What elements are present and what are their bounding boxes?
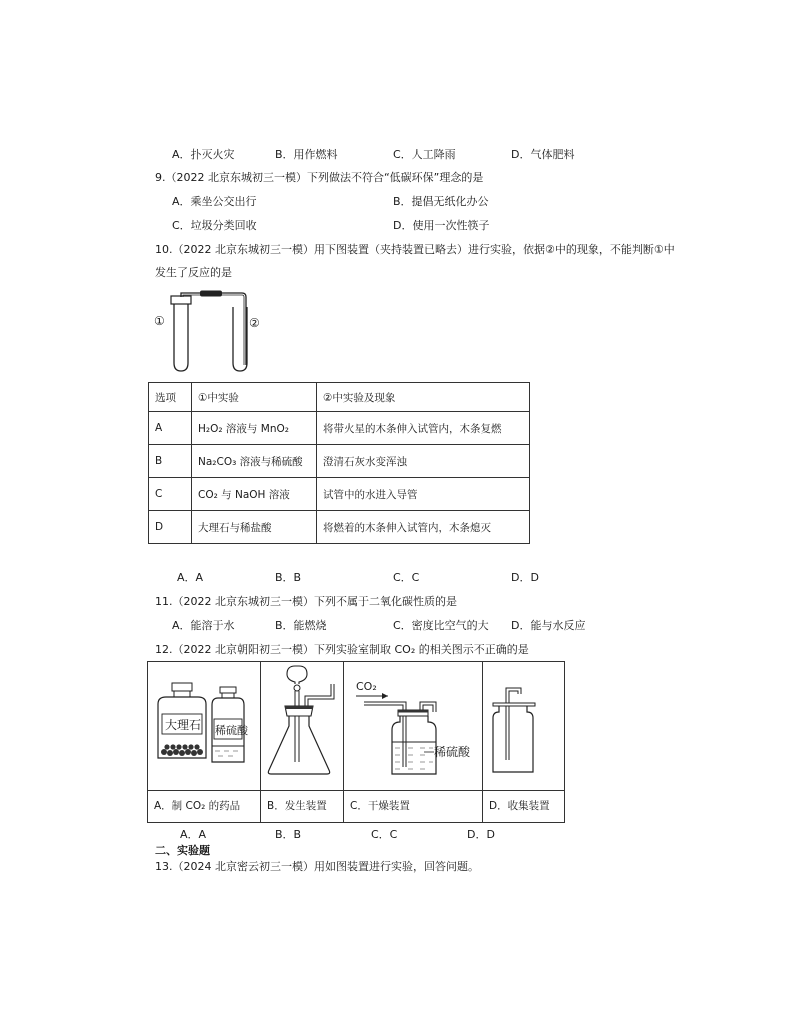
table-cell: 澄清石灰水变浑浊	[317, 445, 530, 478]
table-header: 选项	[149, 383, 192, 412]
q12-cell-b	[261, 662, 344, 822]
acid-in-bottle-label: 稀硫酸	[434, 745, 471, 759]
table-cell: CO₂ 与 NaOH 溶液	[192, 478, 317, 511]
acid-label: 稀硫酸	[215, 724, 248, 737]
q12-stem: 12.（2022 北京朝阳初三一模）下列实验室制取 CO₂ 的相关图示不正确的是	[155, 643, 529, 656]
q11-option-c: C．密度比空气的大	[393, 619, 489, 632]
q10-label-1: ①	[154, 314, 165, 328]
q12-caption-b: B．发生装置	[261, 790, 343, 822]
q9-option-c: C．垃圾分类回收	[172, 219, 257, 232]
q10-table	[148, 382, 530, 544]
table-cell: A	[149, 412, 192, 445]
table-cell: B	[149, 445, 192, 478]
collecting-bottle-drawing	[483, 662, 563, 790]
q10-option-d: D．D	[511, 571, 539, 584]
marble-label: 大理石	[165, 718, 202, 732]
q8-option-c: C．人工降雨	[393, 148, 456, 161]
table-cell: C	[149, 478, 192, 511]
table-cell: 大理石与稀盐酸	[192, 511, 317, 544]
table-cell: 将燃着的木条伸入试管内，木条熄灭	[317, 511, 530, 544]
table-header: ②中实验及现象	[317, 383, 530, 412]
q9-stem: 9.（2022 北京东城初三一模）下列做法不符合“低碳环保”理念的是	[155, 171, 484, 184]
flask-generator-drawing	[261, 662, 343, 790]
q8-option-d: D．气体肥料	[511, 148, 575, 161]
q12-caption-d: D．收集装置	[483, 790, 564, 822]
q11-option-b: B．能燃烧	[275, 619, 327, 632]
q12-option-c: C．C	[371, 828, 398, 841]
q12-caption-c: C．干燥装置	[344, 790, 482, 822]
q10-option-a: A．A	[177, 571, 204, 584]
q12-option-d: D．D	[467, 828, 495, 841]
table-cell: 将带火星的木条伸入试管内，木条复燃	[317, 412, 530, 445]
q8-option-a: A．扑灭火灾	[172, 148, 235, 161]
q11-stem: 11.（2022 北京东城初三一模）下列不属于二氧化碳性质的是	[155, 595, 457, 608]
table-cell: D	[149, 511, 192, 544]
q10-stem-line2: 发生了反应的是	[155, 266, 232, 279]
q12-figure-grid	[147, 661, 565, 823]
q9-option-a: A．乘坐公交出行	[172, 195, 257, 208]
q9-option-d: D．使用一次性筷子	[393, 219, 490, 232]
q10-label-2: ②	[249, 316, 260, 330]
q10-stem-line1: 10.（2022 北京东城初三一模）用下图装置（夹持装置已略去）进行实验，依据②中的现象，不能判断①中	[155, 243, 675, 256]
table-cell: 试管中的水进入导管	[317, 478, 530, 511]
q11-option-a: A．能溶于水	[172, 619, 235, 632]
table-cell: H₂O₂ 溶液与 MnO₂	[192, 412, 317, 445]
q10-option-b: B．B	[275, 571, 302, 584]
q11-option-d: D．能与水反应	[511, 619, 586, 632]
q12-option-b: B．B	[275, 828, 302, 841]
q10-option-c: C．C	[393, 571, 420, 584]
q9-option-b: B．提倡无纸化办公	[393, 195, 489, 208]
table-row	[149, 511, 530, 544]
section-title: 二、实验题	[155, 844, 210, 857]
table-header: ①中实验	[192, 383, 317, 412]
table-header-row	[149, 383, 530, 412]
reagent-bottles-drawing	[148, 662, 260, 790]
q12-caption-a: A．制 CO₂ 的药品	[148, 790, 260, 822]
table-row	[149, 478, 530, 511]
table-row	[149, 445, 530, 478]
q8-option-b: B．用作燃料	[275, 148, 338, 161]
q13-stem: 13.（2024 北京密云初三一模）用如图装置进行实验，回答问题。	[155, 860, 479, 873]
table-cell: Na₂CO₃ 溶液与稀硫酸	[192, 445, 317, 478]
q12-cell-d	[483, 662, 564, 822]
q12-cell-a	[148, 662, 261, 822]
drying-bottle-drawing	[344, 662, 482, 790]
q12-option-a: A．A	[180, 828, 207, 841]
q10-apparatus-figure	[150, 285, 270, 377]
table-row	[149, 412, 530, 445]
q12-cell-c	[344, 662, 483, 822]
co2-inlet-label: CO₂	[356, 680, 377, 693]
